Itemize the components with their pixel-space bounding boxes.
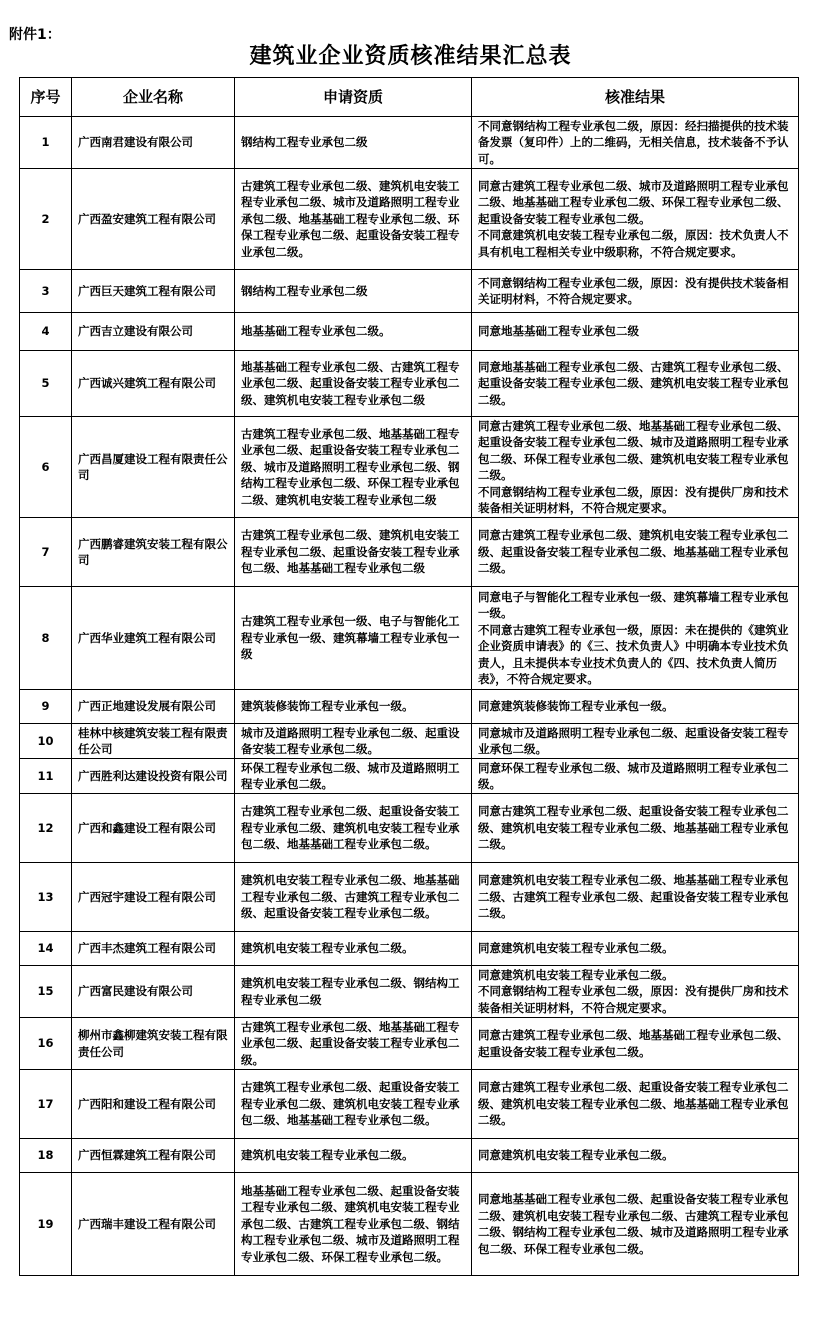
table-row (20, 1173, 799, 1276)
table-row (20, 1018, 799, 1070)
attachment-label: 附件1： (9, 27, 61, 43)
row-company-name: 广西阳和建设工程有限公司 (72, 1070, 235, 1139)
row-applied-qualification: 钢结构工程专业承包二级 (235, 117, 472, 169)
row-applied-qualification: 城市及道路照明工程专业承包二级、起重设备安装工程专业承包二级。 (235, 724, 472, 759)
row-company-name: 广西和鑫建设工程有限公司 (72, 794, 235, 863)
row-approval-result: 不同意钢结构工程专业承包二级，原因：没有提供技术装备相关证明材料，不符合规定要求。 (472, 270, 799, 313)
row-applied-qualification: 地基基础工程专业承包二级、起重设备安装工程专业承包二级、建筑机电安装工程专业承包二级、古建筑工程专业承包二级、钢结构工程专业承包二级、城市及道路照明工程专业承包二级、环保工程专业承包二级。 (235, 1173, 472, 1276)
row-approval-result: 同意地基基础工程专业承包二级 (472, 313, 799, 351)
row-applied-qualification: 地基基础工程专业承包二级、古建筑工程专业承包二级、起重设备安装工程专业承包二级、建筑机电安装工程专业承包二级 (235, 351, 472, 417)
row-approval-result: 同意古建筑工程专业承包二级、地基基础工程专业承包二级、起重设备安装工程专业承包二级、城市及道路照明工程专业承包二级、环保工程专业承包二级、建筑机电安装工程专业承包二级。 不同意钢结构工程专业承包二级，原因：没有提供厂房和技术装备相关证明材料，不符合规定要求。 (472, 417, 799, 518)
row-approval-result: 同意建筑装修装饰工程专业承包一级。 (472, 690, 799, 724)
row-serial-number: 5 (20, 351, 72, 417)
row-applied-qualification: 建筑机电安装工程专业承包二级、钢结构工程专业承包二级 (235, 966, 472, 1018)
row-applied-qualification: 建筑机电安装工程专业承包二级、地基基础工程专业承包二级、古建筑工程专业承包二级、起重设备安装工程专业承包二级。 (235, 863, 472, 932)
table-row (20, 932, 799, 966)
row-company-name: 桂林中核建筑安装工程有限责任公司 (72, 724, 235, 759)
table-row (20, 587, 799, 690)
row-approval-result: 同意建筑机电安装工程专业承包二级。 不同意钢结构工程专业承包二级，原因：没有提供厂房和技术装备相关证明材料，不符合规定要求。 (472, 966, 799, 1018)
row-approval-result: 同意古建筑工程专业承包二级、起重设备安装工程专业承包二级、建筑机电安装工程专业承包二级、地基基础工程专业承包二级。 (472, 794, 799, 863)
row-company-name: 广西盈安建筑工程有限公司 (72, 169, 235, 270)
row-serial-number: 14 (20, 932, 72, 966)
table-row (20, 117, 799, 169)
table-row (20, 794, 799, 863)
table-row (20, 313, 799, 351)
table-row (20, 1139, 799, 1173)
row-company-name: 广西吉立建设有限公司 (72, 313, 235, 351)
row-approval-result: 同意建筑机电安装工程专业承包二级。 (472, 932, 799, 966)
table-row (20, 690, 799, 724)
row-company-name: 广西冠宇建设工程有限公司 (72, 863, 235, 932)
row-serial-number: 8 (20, 587, 72, 690)
row-serial-number: 7 (20, 518, 72, 587)
table-row (20, 518, 799, 587)
table-row (20, 169, 799, 270)
row-applied-qualification: 古建筑工程专业承包二级、建筑机电安装工程专业承包二级、城市及道路照明工程专业承包二级、地基基础工程专业承包二级、环保工程专业承包二级、起重设备安装工程专业承包二级。 (235, 169, 472, 270)
row-company-name: 广西瑞丰建设工程有限公司 (72, 1173, 235, 1276)
row-applied-qualification: 环保工程专业承包二级、城市及道路照明工程专业承包二级。 (235, 759, 472, 794)
row-applied-qualification: 古建筑工程专业承包一级、电子与智能化工程专业承包一级、建筑幕墙工程专业承包一级 (235, 587, 472, 690)
header-approval-result: 核准结果 (472, 78, 799, 117)
row-serial-number: 13 (20, 863, 72, 932)
row-applied-qualification: 古建筑工程专业承包二级、地基基础工程专业承包二级、起重设备安装工程专业承包二级。 (235, 1018, 472, 1070)
row-serial-number: 15 (20, 966, 72, 1018)
row-company-name: 广西正地建设发展有限公司 (72, 690, 235, 724)
row-applied-qualification: 钢结构工程专业承包二级 (235, 270, 472, 313)
page-title: 建筑业企业资质核准结果汇总表 (249, 44, 572, 69)
row-applied-qualification: 地基基础工程专业承包二级。 (235, 313, 472, 351)
header-company-name: 企业名称 (72, 78, 235, 117)
header-applied-qualification: 申请资质 (235, 78, 472, 117)
row-serial-number: 17 (20, 1070, 72, 1139)
row-company-name: 广西诚兴建筑工程有限公司 (72, 351, 235, 417)
row-serial-number: 19 (20, 1173, 72, 1276)
row-approval-result: 同意城市及道路照明工程专业承包二级、起重设备安装工程专业承包二级。 (472, 724, 799, 759)
row-applied-qualification: 建筑机电安装工程专业承包二级。 (235, 1139, 472, 1173)
row-approval-result: 同意建筑机电安装工程专业承包二级。 (472, 1139, 799, 1173)
row-applied-qualification: 古建筑工程专业承包二级、起重设备安装工程专业承包二级、建筑机电安装工程专业承包二级、地基基础工程专业承包二级。 (235, 794, 472, 863)
row-applied-qualification: 建筑机电安装工程专业承包二级。 (235, 932, 472, 966)
row-serial-number: 16 (20, 1018, 72, 1070)
row-serial-number: 11 (20, 759, 72, 794)
row-approval-result: 同意地基基础工程专业承包二级、古建筑工程专业承包二级、起重设备安装工程专业承包二级、建筑机电安装工程专业承包二级。 (472, 351, 799, 417)
table-row (20, 351, 799, 417)
row-company-name: 广西丰杰建筑工程有限公司 (72, 932, 235, 966)
row-approval-result: 同意古建筑工程专业承包二级、城市及道路照明工程专业承包二级、地基基础工程专业承包二级、环保工程专业承包二级、起重设备安装工程专业承包二级。 不同意建筑机电安装工程专业承包二级，原因：技术负责人不具有机电工程相关专业中级职称，不符合规定要求。 (472, 169, 799, 270)
header-serial-number: 序号 (20, 78, 72, 117)
table-header-row (20, 78, 799, 117)
row-serial-number: 10 (20, 724, 72, 759)
row-serial-number: 18 (20, 1139, 72, 1173)
table-row (20, 724, 799, 759)
table-row (20, 863, 799, 932)
qualification-results-table (19, 77, 799, 1276)
row-serial-number: 12 (20, 794, 72, 863)
row-serial-number: 3 (20, 270, 72, 313)
table-row (20, 1070, 799, 1139)
row-applied-qualification: 古建筑工程专业承包二级、起重设备安装工程专业承包二级、建筑机电安装工程专业承包二级、地基基础工程专业承包二级。 (235, 1070, 472, 1139)
table-row (20, 759, 799, 794)
row-approval-result: 同意电子与智能化工程专业承包一级、建筑幕墙工程专业承包一级。 不同意古建筑工程专业承包一级，原因：未在提供的《建筑业企业资质申请表》的《三、技术负责人》中明确本专业技术负责人，且未提供本专业技术负责人的《四、技术负责人简历表》，不符合规定要求。 (472, 587, 799, 690)
row-company-name: 广西南君建设有限公司 (72, 117, 235, 169)
table-row (20, 270, 799, 313)
row-approval-result: 不同意钢结构工程专业承包二级，原因：经扫描提供的技术装备发票（复印件）上的二维码，无相关信息，技术装备不予认可。 (472, 117, 799, 169)
table-row (20, 966, 799, 1018)
row-approval-result: 同意古建筑工程专业承包二级、地基基础工程专业承包二级、起重设备安装工程专业承包二级。 (472, 1018, 799, 1070)
row-serial-number: 6 (20, 417, 72, 518)
row-approval-result: 同意古建筑工程专业承包二级、建筑机电安装工程专业承包二级、起重设备安装工程专业承包二级、地基基础工程专业承包二级。 (472, 518, 799, 587)
row-serial-number: 4 (20, 313, 72, 351)
row-serial-number: 2 (20, 169, 72, 270)
row-company-name: 广西富民建设有限公司 (72, 966, 235, 1018)
row-company-name: 广西鹏睿建筑安装工程有限公司 (72, 518, 235, 587)
row-applied-qualification: 古建筑工程专业承包二级、建筑机电安装工程专业承包二级、起重设备安装工程专业承包二级、地基基础工程专业承包二级 (235, 518, 472, 587)
row-serial-number: 1 (20, 117, 72, 169)
row-company-name: 广西华业建筑工程有限公司 (72, 587, 235, 690)
row-company-name: 广西胜利达建设投资有限公司 (72, 759, 235, 794)
row-approval-result: 同意建筑机电安装工程专业承包二级、地基基础工程专业承包二级、古建筑工程专业承包二级、起重设备安装工程专业承包二级。 (472, 863, 799, 932)
row-serial-number: 9 (20, 690, 72, 724)
row-approval-result: 同意地基基础工程专业承包二级、起重设备安装工程专业承包二级、建筑机电安装工程专业承包二级、古建筑工程专业承包二级、钢结构工程专业承包二级、城市及道路照明工程专业承包二级、环保工程专业承包二级。 (472, 1173, 799, 1276)
row-applied-qualification: 建筑装修装饰工程专业承包一级。 (235, 690, 472, 724)
row-approval-result: 同意古建筑工程专业承包二级、起重设备安装工程专业承包二级、建筑机电安装工程专业承包二级、地基基础工程专业承包二级。 (472, 1070, 799, 1139)
row-applied-qualification: 古建筑工程专业承包二级、地基基础工程专业承包二级、起重设备安装工程专业承包二级、城市及道路照明工程专业承包二级、钢结构工程专业承包二级、环保工程专业承包二级、建筑机电安装工程专业承包二级 (235, 417, 472, 518)
table-row (20, 417, 799, 518)
row-company-name: 广西巨天建筑工程有限公司 (72, 270, 235, 313)
row-company-name: 广西昌厦建设工程有限责任公司 (72, 417, 235, 518)
row-company-name: 柳州市鑫柳建筑安装工程有限责任公司 (72, 1018, 235, 1070)
row-company-name: 广西恒霖建筑工程有限公司 (72, 1139, 235, 1173)
row-approval-result: 同意环保工程专业承包二级、城市及道路照明工程专业承包二级。 (472, 759, 799, 794)
